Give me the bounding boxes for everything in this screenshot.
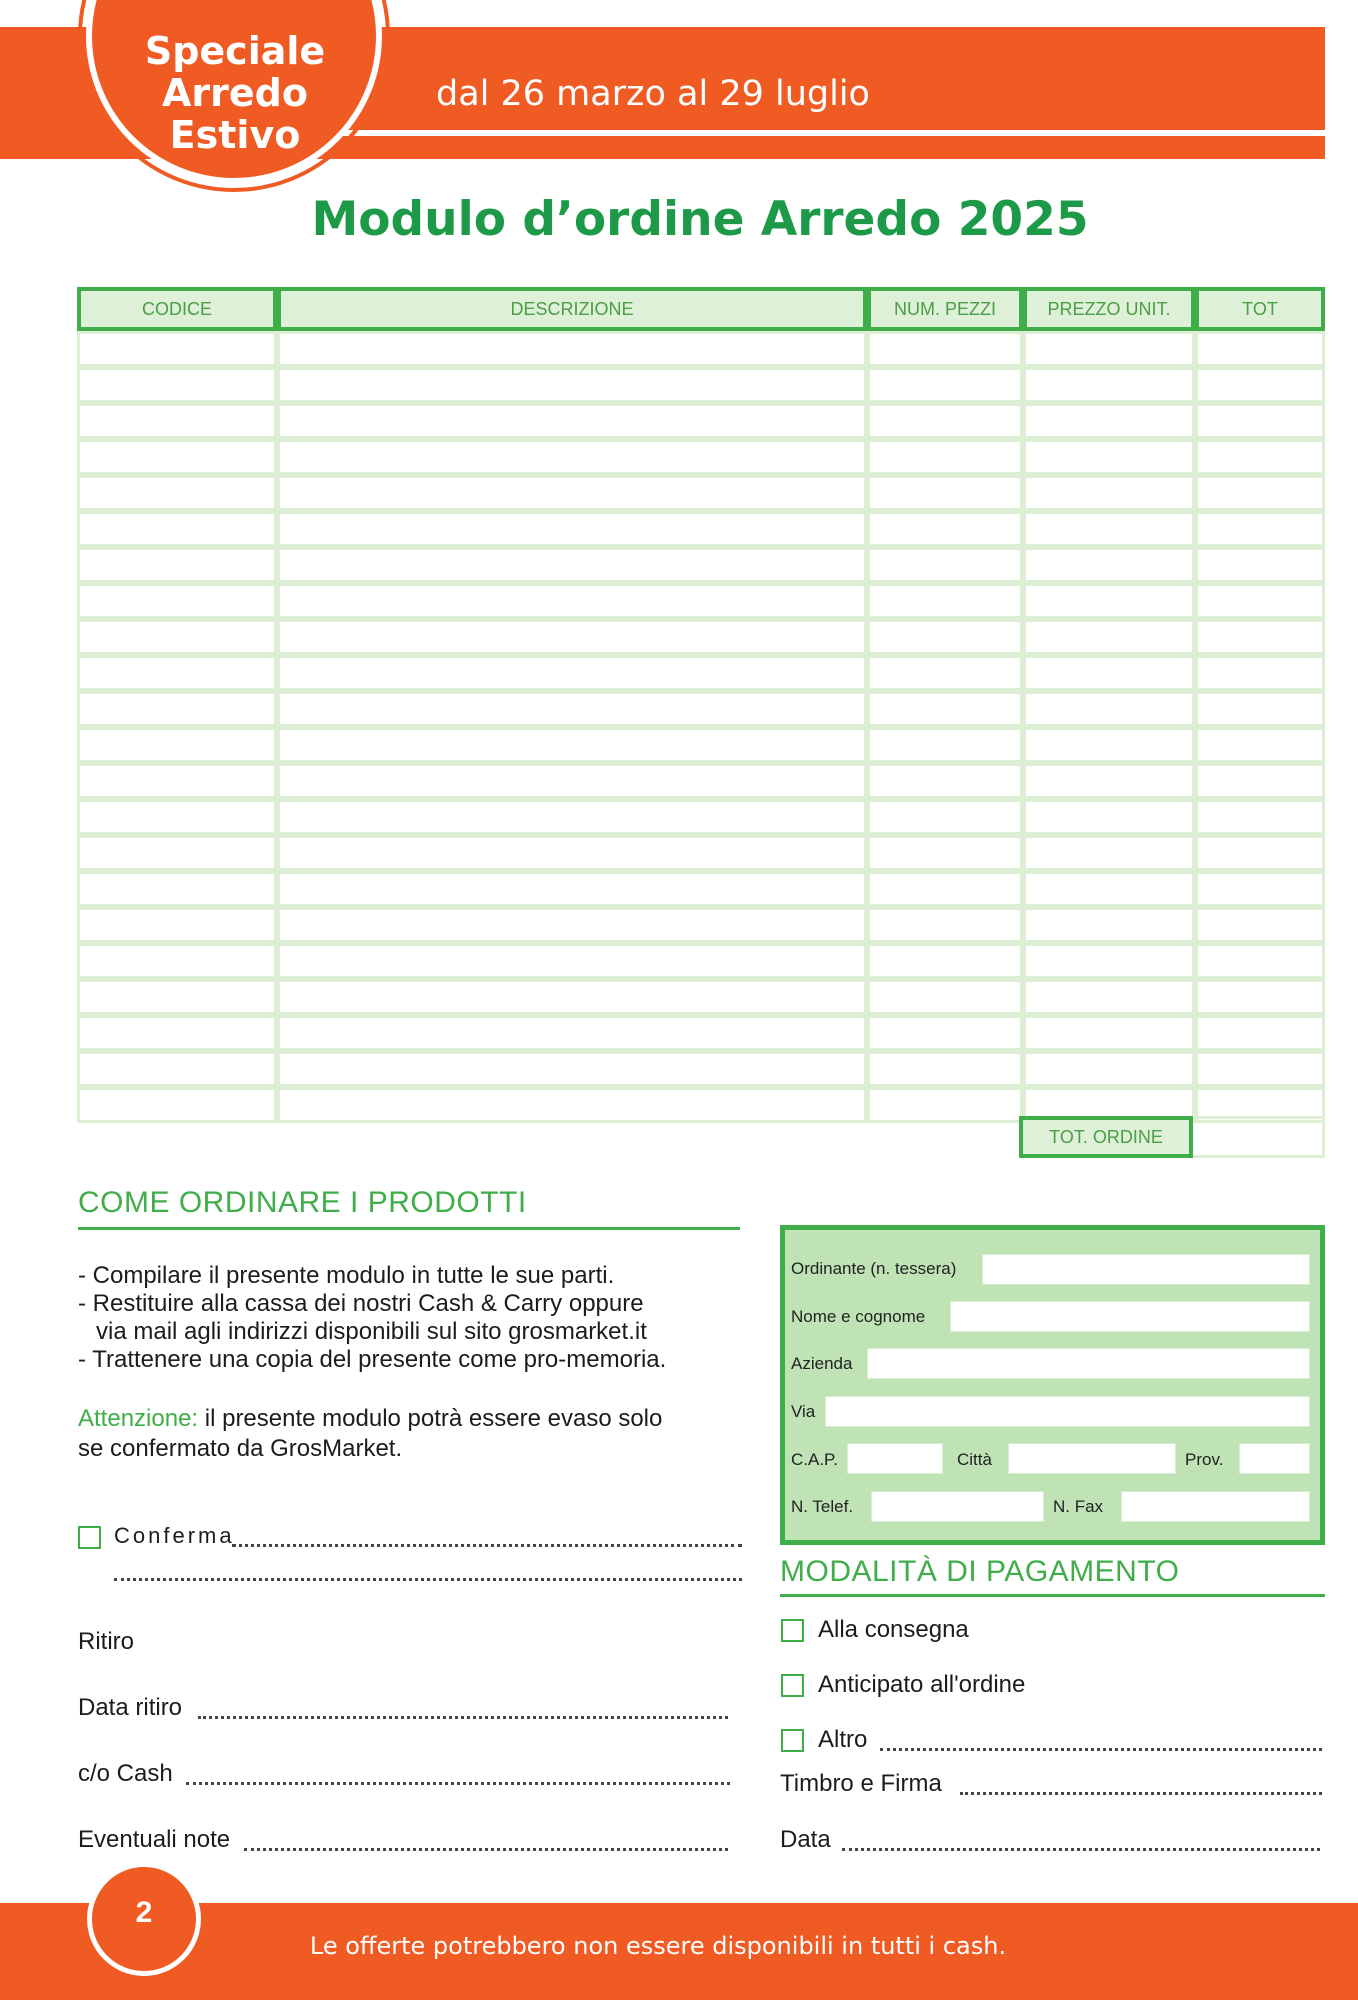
- table-cell[interactable]: [867, 1015, 1023, 1051]
- table-cell[interactable]: [1195, 331, 1325, 367]
- table-cell[interactable]: [277, 403, 867, 439]
- table-cell[interactable]: [867, 367, 1023, 403]
- table-cell[interactable]: [867, 331, 1023, 367]
- table-cell[interactable]: [867, 763, 1023, 799]
- table-cell[interactable]: [1195, 475, 1325, 511]
- table-header-row: [77, 287, 1325, 331]
- table-cell[interactable]: [1023, 835, 1195, 871]
- table-cell[interactable]: [1195, 655, 1325, 691]
- table-cell[interactable]: [1023, 403, 1195, 439]
- table-cell[interactable]: [77, 331, 277, 367]
- data-ritiro-label: Data ritiro: [78, 1694, 183, 1721]
- table-cell[interactable]: [77, 583, 277, 619]
- table-row: [77, 799, 1325, 835]
- timbro-firma-field[interactable]: [960, 1792, 1322, 1795]
- table-cell[interactable]: [277, 1087, 867, 1123]
- pay-other-label: Altro: [818, 1726, 868, 1753]
- table-cell[interactable]: [77, 511, 277, 547]
- table-cell[interactable]: [1195, 835, 1325, 871]
- notice-text: il presente modulo potrà essere evaso solo: [198, 1405, 663, 1432]
- table-cell[interactable]: [1023, 727, 1195, 763]
- via-label: Via: [791, 1402, 816, 1421]
- table-row: [77, 727, 1325, 763]
- table-cell[interactable]: [867, 475, 1023, 511]
- telefono-input[interactable]: [871, 1491, 1044, 1522]
- table-cell[interactable]: [77, 367, 277, 403]
- table-row: [77, 1015, 1325, 1051]
- table-row: [77, 871, 1325, 907]
- nome-label: Nome e cognome: [791, 1307, 926, 1326]
- badge-line-3: Estivo: [169, 113, 301, 157]
- table-cell[interactable]: [77, 1015, 277, 1051]
- table-cell[interactable]: [277, 1051, 867, 1087]
- promo-date-range: dal 26 marzo al 29 luglio: [436, 74, 870, 114]
- table-row: [77, 943, 1325, 979]
- page-number: 2: [135, 1896, 153, 1929]
- table-cell[interactable]: [277, 331, 867, 367]
- badge-text: [110, 30, 360, 156]
- table-cell[interactable]: [867, 511, 1023, 547]
- table-cell[interactable]: [867, 835, 1023, 871]
- table-cell[interactable]: [77, 1051, 277, 1087]
- table-cell[interactable]: [1023, 439, 1195, 475]
- table-cell[interactable]: [1195, 583, 1325, 619]
- notice: [78, 1404, 728, 1464]
- eventuali-note-label: Eventuali note: [78, 1826, 231, 1853]
- table-cell[interactable]: [1195, 547, 1325, 583]
- table-cell[interactable]: [1023, 763, 1195, 799]
- table-cell[interactable]: [277, 907, 867, 943]
- table-cell[interactable]: [277, 727, 867, 763]
- cap-label: C.A.P.: [791, 1450, 838, 1469]
- table-cell[interactable]: [277, 547, 867, 583]
- table-row: [77, 763, 1325, 799]
- table-cell[interactable]: [1195, 439, 1325, 475]
- table-cell[interactable]: [1195, 1051, 1325, 1087]
- table-cell[interactable]: [1195, 619, 1325, 655]
- instruction-line-2: - Restituire alla cassa dei nostri Cash & Carry oppure: [78, 1290, 644, 1317]
- order-total-row: [1019, 1116, 1325, 1158]
- table-cell[interactable]: [77, 763, 277, 799]
- table-cell[interactable]: [77, 943, 277, 979]
- co-cash-label: c/o Cash: [78, 1760, 173, 1787]
- table-row: [77, 583, 1325, 619]
- table-cell[interactable]: [77, 907, 277, 943]
- table-cell[interactable]: [1195, 943, 1325, 979]
- pay-in-advance-label: Anticipato all'ordine: [818, 1671, 1026, 1698]
- column-header-prezzo-unit: PREZZO UNIT.: [1023, 287, 1195, 331]
- fax-input[interactable]: [1121, 1491, 1310, 1522]
- instruction-line-3: via mail agli indirizzi disponibili sul sito grosmarket.it: [96, 1318, 647, 1345]
- table-cell[interactable]: [867, 907, 1023, 943]
- table-cell[interactable]: [1023, 1015, 1195, 1051]
- table-cell[interactable]: [77, 403, 277, 439]
- table-row: [77, 367, 1325, 403]
- notice-label: Attenzione:: [78, 1405, 199, 1432]
- data-label: Data: [780, 1826, 831, 1853]
- column-header-tot: TOT: [1195, 287, 1325, 331]
- table-cell[interactable]: [77, 727, 277, 763]
- conferma-checkbox[interactable]: [78, 1526, 101, 1549]
- order-total-field[interactable]: [1193, 1116, 1325, 1158]
- table-cell[interactable]: [277, 439, 867, 475]
- customer-info-box: [780, 1225, 1325, 1545]
- how-to-order-heading: COME ORDINARE I PRODOTTI: [78, 1186, 527, 1219]
- table-row: [77, 691, 1325, 727]
- table-cell[interactable]: [77, 979, 277, 1015]
- pay-in-advance-checkbox[interactable]: [781, 1674, 804, 1697]
- table-cell[interactable]: [277, 691, 867, 727]
- table-cell[interactable]: [77, 655, 277, 691]
- instruction-line-1: - Compilare il presente modulo in tutte le sue parti.: [78, 1262, 615, 1289]
- conferma-line-2[interactable]: [114, 1578, 742, 1581]
- table-cell[interactable]: [77, 619, 277, 655]
- table-cell[interactable]: [867, 799, 1023, 835]
- how-to-order-rule: [78, 1227, 740, 1230]
- instructions: [78, 1262, 728, 1374]
- table-cell[interactable]: [77, 547, 277, 583]
- header-divider: [335, 130, 1325, 136]
- table-cell[interactable]: [277, 619, 867, 655]
- table-cell[interactable]: [1023, 331, 1195, 367]
- table-cell[interactable]: [1023, 1051, 1195, 1087]
- azienda-label: Azienda: [791, 1354, 853, 1373]
- table-cell[interactable]: [1023, 619, 1195, 655]
- table-row: [77, 835, 1325, 871]
- table-cell[interactable]: [77, 799, 277, 835]
- table-cell[interactable]: [867, 871, 1023, 907]
- table-row: [77, 403, 1325, 439]
- table-cell[interactable]: [77, 835, 277, 871]
- table-cell[interactable]: [1023, 655, 1195, 691]
- table-cell[interactable]: [1195, 511, 1325, 547]
- citta-label: Città: [957, 1450, 992, 1469]
- co-cash-field[interactable]: [186, 1782, 730, 1785]
- fax-label: N. Fax: [1053, 1497, 1104, 1516]
- table-cell[interactable]: [77, 691, 277, 727]
- table-cell[interactable]: [277, 511, 867, 547]
- badge-line-2: Arredo: [162, 71, 308, 115]
- table-cell[interactable]: [867, 439, 1023, 475]
- table-cell[interactable]: [277, 655, 867, 691]
- table-cell[interactable]: [1023, 691, 1195, 727]
- table-cell[interactable]: [1023, 583, 1195, 619]
- table-row: [77, 439, 1325, 475]
- table-cell[interactable]: [867, 1087, 1023, 1123]
- table-cell[interactable]: [867, 619, 1023, 655]
- order-table: [77, 287, 1325, 1123]
- table-cell[interactable]: [77, 439, 277, 475]
- order-total-label: TOT. ORDINE: [1019, 1116, 1193, 1158]
- table-cell[interactable]: [1023, 475, 1195, 511]
- table-cell[interactable]: [1195, 871, 1325, 907]
- table-cell[interactable]: [1023, 979, 1195, 1015]
- column-header-codice: CODICE: [77, 287, 277, 331]
- table-row: [77, 547, 1325, 583]
- table-cell[interactable]: [277, 475, 867, 511]
- ordinante-label: Ordinante (n. tessera): [791, 1259, 957, 1278]
- azienda-input[interactable]: [867, 1348, 1310, 1379]
- table-cell[interactable]: [1023, 871, 1195, 907]
- table-cell[interactable]: [867, 403, 1023, 439]
- table-cell[interactable]: [277, 979, 867, 1015]
- table-cell[interactable]: [867, 979, 1023, 1015]
- table-cell[interactable]: [1195, 367, 1325, 403]
- table-cell[interactable]: [277, 871, 867, 907]
- table-row: [77, 511, 1325, 547]
- data-ritiro-field[interactable]: [198, 1716, 728, 1719]
- citta-input[interactable]: [1008, 1443, 1176, 1474]
- pay-other-checkbox[interactable]: [781, 1729, 804, 1752]
- pay-on-delivery-checkbox[interactable]: [781, 1619, 804, 1642]
- table-cell[interactable]: [1023, 943, 1195, 979]
- pay-on-delivery-label: Alla consegna: [818, 1616, 969, 1643]
- table-cell[interactable]: [1195, 1015, 1325, 1051]
- table-cell[interactable]: [867, 547, 1023, 583]
- table-cell[interactable]: [1195, 979, 1325, 1015]
- table-cell[interactable]: [1023, 547, 1195, 583]
- table-cell[interactable]: [1023, 799, 1195, 835]
- table-cell[interactable]: [77, 1087, 277, 1123]
- nome-input[interactable]: [950, 1301, 1310, 1332]
- table-cell[interactable]: [1023, 907, 1195, 943]
- table-cell[interactable]: [277, 763, 867, 799]
- badge-line-1: Speciale: [144, 29, 326, 73]
- prov-label: Prov.: [1185, 1450, 1224, 1469]
- instruction-line-4: - Trattenere una copia del presente come pro-memoria.: [78, 1346, 667, 1373]
- data-field[interactable]: [842, 1848, 1320, 1851]
- order-rows: [77, 331, 1325, 1123]
- table-cell[interactable]: [867, 655, 1023, 691]
- ordinante-input[interactable]: [982, 1254, 1310, 1285]
- table-cell[interactable]: [867, 691, 1023, 727]
- table-row: [77, 475, 1325, 511]
- table-cell[interactable]: [1195, 403, 1325, 439]
- table-cell[interactable]: [1195, 907, 1325, 943]
- conferma-line-1[interactable]: [232, 1544, 742, 1547]
- table-cell[interactable]: [1023, 511, 1195, 547]
- table-cell[interactable]: [277, 367, 867, 403]
- table-cell[interactable]: [1195, 799, 1325, 835]
- prov-input[interactable]: [1239, 1443, 1310, 1474]
- cap-input[interactable]: [847, 1443, 943, 1474]
- table-row: [77, 655, 1325, 691]
- table-cell[interactable]: [1195, 763, 1325, 799]
- telefono-label: N. Telef.: [791, 1497, 854, 1516]
- pay-other-field[interactable]: [880, 1748, 1322, 1751]
- table-cell[interactable]: [277, 943, 867, 979]
- via-input[interactable]: [825, 1396, 1310, 1427]
- page-title: Modulo d’ordine Arredo 2025: [311, 192, 1089, 247]
- payment-heading: MODALITÀ DI PAGAMENTO: [780, 1555, 1180, 1588]
- table-cell[interactable]: [277, 835, 867, 871]
- table-cell[interactable]: [1195, 727, 1325, 763]
- eventuali-note-field[interactable]: [244, 1848, 728, 1851]
- table-cell[interactable]: [77, 475, 277, 511]
- payment-rule: [780, 1594, 1325, 1597]
- table-cell[interactable]: [867, 1051, 1023, 1087]
- conferma-label: Conferma: [114, 1523, 235, 1548]
- timbro-firma-label: Timbro e Firma: [780, 1770, 942, 1797]
- table-cell[interactable]: [77, 871, 277, 907]
- table-cell[interactable]: [867, 583, 1023, 619]
- table-cell[interactable]: [867, 943, 1023, 979]
- table-row: [77, 979, 1325, 1015]
- notice-text-2: se confermato da GrosMarket.: [78, 1435, 403, 1462]
- table-cell[interactable]: [1023, 367, 1195, 403]
- table-row: [77, 619, 1325, 655]
- table-cell[interactable]: [867, 727, 1023, 763]
- table-cell[interactable]: [277, 799, 867, 835]
- table-row: [77, 907, 1325, 943]
- table-cell[interactable]: [1195, 691, 1325, 727]
- table-row: [77, 331, 1325, 367]
- table-cell[interactable]: [277, 1015, 867, 1051]
- table-row: [77, 1051, 1325, 1087]
- column-header-num-pezzi: NUM. PEZZI: [867, 287, 1023, 331]
- ritiro-label: Ritiro: [78, 1628, 135, 1655]
- footer-disclaimer: Le offerte potrebbero non essere disponibili in tutti i cash.: [309, 1932, 1007, 1960]
- table-cell[interactable]: [277, 583, 867, 619]
- column-header-descrizione: DESCRIZIONE: [277, 287, 867, 331]
